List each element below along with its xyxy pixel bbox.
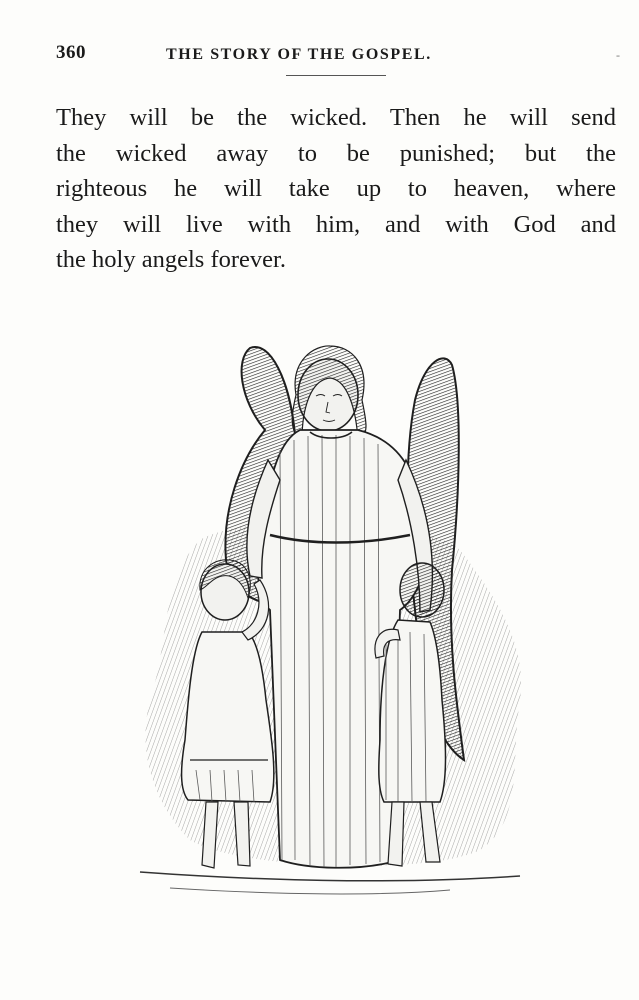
text-line: the holy angels forever. bbox=[56, 246, 286, 273]
margin-mark: - bbox=[616, 48, 620, 62]
body-paragraph bbox=[56, 100, 616, 278]
text-line: righteous he will take up to heaven, where bbox=[56, 175, 616, 202]
head-rule bbox=[286, 75, 386, 76]
text-line: They will be the wicked. Then he will send bbox=[56, 104, 616, 131]
angel-with-children-engraving-icon bbox=[130, 340, 530, 910]
running-title: THE STORY OF THE GOSPEL. bbox=[166, 46, 432, 63]
text-line: they will live with him, and with God and bbox=[56, 210, 616, 238]
text-line: the wicked away to be punished; but the bbox=[56, 139, 616, 167]
running-head bbox=[56, 40, 620, 74]
page-number: 360 bbox=[56, 42, 86, 63]
